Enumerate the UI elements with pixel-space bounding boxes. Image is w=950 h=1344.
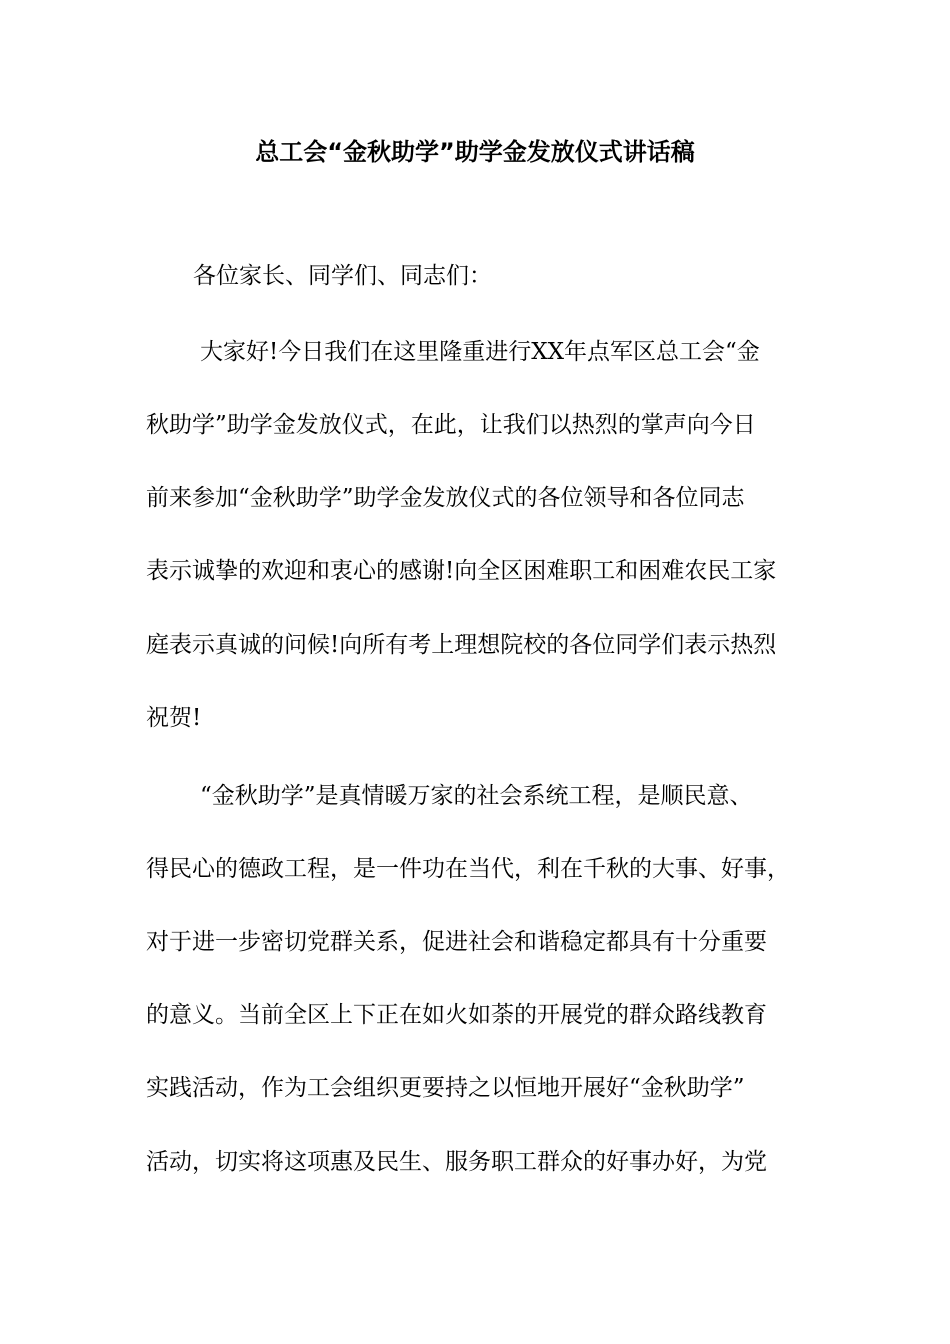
body-line: 前来参加“金秋助学”助学金发放仪式的各位领导和各位同志 <box>146 485 745 511</box>
body-line: 的意义。当前全区上下正在如火如荼的开展党的群众路线教育 <box>146 1002 767 1028</box>
body-line: “金秋助学”是真情暖万家的社会系统工程，是顺民意、 <box>200 783 753 809</box>
body-line: 表示诚挚的欢迎和衷心的感谢!向全区困难职工和困难农民工家 <box>146 558 777 584</box>
salutation: 各位家长、同学们、同志们： <box>193 263 492 289</box>
document-title: 总工会“金秋助学”助学金发放仪式讲话稿 <box>255 138 695 166</box>
body-line: 对于进一步密切党群关系，促进社会和谐稳定都具有十分重要 <box>146 929 767 955</box>
body-line: 祝贺! <box>146 705 202 731</box>
body-line: 大家好!今日我们在这里隆重进行XX年点军区总工会“金 <box>200 339 760 365</box>
body-line: 秋助学”助学金发放仪式，在此，让我们以热烈的掌声向今日 <box>146 412 756 438</box>
body-line: 实践活动，作为工会组织更要持之以恒地开展好“金秋助学” <box>146 1075 745 1101</box>
body-line: 活动，切实将这项惠及民生、服务职工群众的好事办好，为党 <box>146 1149 767 1175</box>
body-line: 庭表示真诚的问候!向所有考上理想院校的各位同学们表示热烈 <box>146 632 777 658</box>
body-line: 得民心的德政工程，是一件功在当代，利在千秋的大事、好事， <box>146 856 790 882</box>
